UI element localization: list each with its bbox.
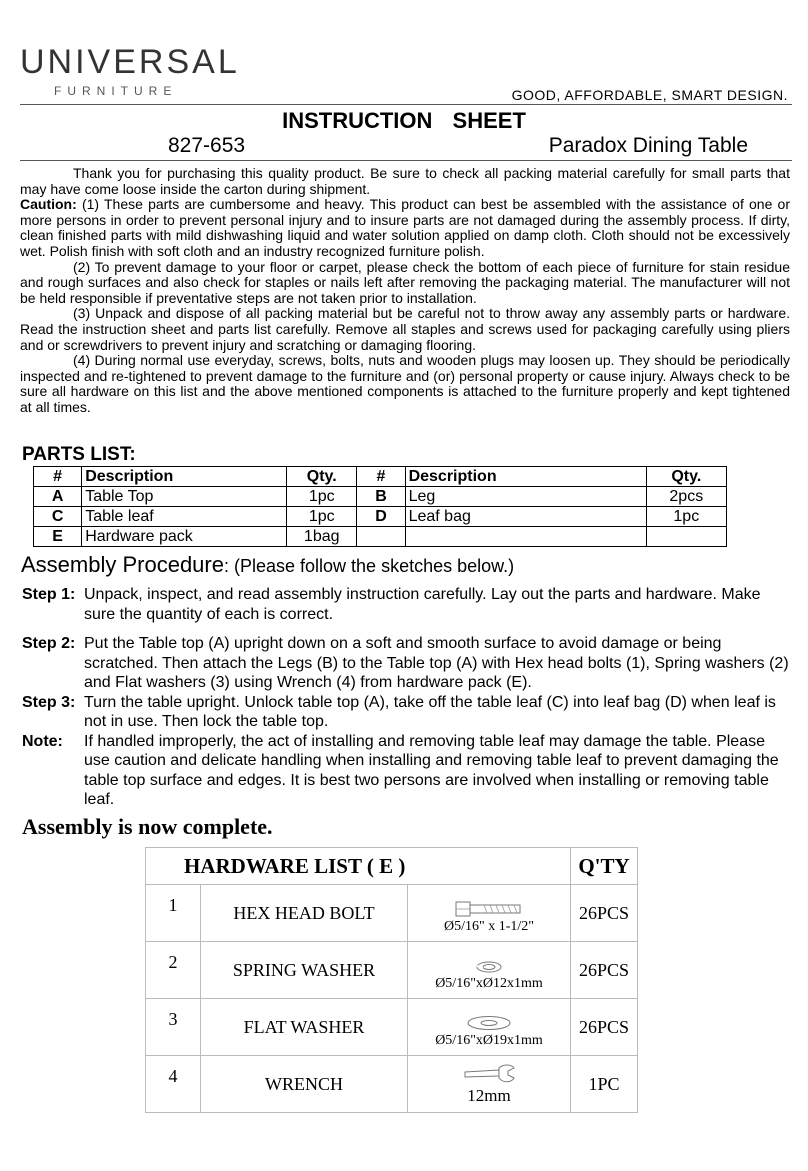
part-qty: [646, 527, 726, 547]
hw-spec: 12mm: [467, 1086, 511, 1105]
flat-washer-icon: [465, 1015, 513, 1031]
table-row: [146, 999, 638, 1056]
hw-qty: 1PC: [571, 1056, 638, 1113]
part-qty: 2pcs: [646, 487, 726, 507]
hardware-header-row: [146, 848, 638, 885]
step-label: Note:: [22, 732, 63, 750]
step-label: Step 3:: [22, 693, 76, 711]
caution-text: (1) These parts are cumbersome and heavy. This product can best be assembled with the assistance of one or more persons in order to prevent personal injury and to insure parts are not damaged during the assembly process. If dirty, clean finished parts with mild dishwashing liquid and water solution applied on damp cloth. Cloth should not be excessively wet. Polish finish with soft cloth and an industry recognized furniture polish.: [20, 196, 790, 259]
hw-qty: 26PCS: [571, 942, 638, 999]
hw-name: FLAT WASHER: [201, 999, 408, 1056]
part-qty: 1pc: [287, 487, 357, 507]
product-name: Paradox Dining Table: [548, 134, 748, 157]
part-qty: 1pc: [646, 507, 726, 527]
step-item: [22, 585, 792, 624]
col-header: #: [34, 467, 82, 487]
hw-name: HEX HEAD BOLT: [201, 885, 408, 942]
part-desc: Hardware pack: [82, 527, 287, 547]
model-number: 827-653: [168, 134, 246, 157]
part-id: [357, 527, 405, 547]
step-label: Step 2:: [22, 635, 76, 652]
part-id: E: [34, 527, 82, 547]
intro-paragraph: (2) To prevent damage to your floor or carpet, please check the bottom of each piece of furniture for stain residue and rough surfaces and also check for staples or nails left after removing the packaging material. The manufacturer will not be held responsible if preventative steps are not taken prior to installation.: [20, 258, 790, 306]
step-label: Step 1:: [22, 586, 76, 603]
spring-washer-icon: [474, 960, 504, 974]
hw-drawing: [408, 885, 571, 942]
hw-qty: 26PCS: [571, 999, 638, 1056]
step-text: Put the Table top (A) upright down on a soft and smooth surface to avoid damage or being scratched. Then attach the Legs (B) to the Table top (A) with Hex head bolts (1), Spring washers (2) and Flat washers (3) using Wrench (4) from hardware pack (E).: [84, 635, 789, 691]
assembly-title: Assembly Procedure: [21, 552, 224, 577]
hw-qty: 26PCS: [571, 885, 638, 942]
col-header: Description: [82, 467, 287, 487]
step-item: [22, 634, 792, 693]
table-row: [146, 1056, 638, 1113]
part-desc: Leaf bag: [405, 507, 646, 527]
step-text: If handled improperly, the act of installing and removing table leaf may damage the table. Please use caution and delicate handling when installing and removing table leaf to prevent damaging the table top surface and edges. It is best two persons are involved when installing or removing table leaf.: [84, 732, 779, 808]
hw-spec: Ø5/16"xØ12x1mm: [435, 976, 543, 991]
part-desc: Leg: [405, 487, 646, 507]
col-header: Qty.: [287, 467, 357, 487]
table-row: [146, 885, 638, 942]
hw-spec: Ø5/16"xØ19x1mm: [435, 1033, 543, 1048]
step-item: [22, 693, 792, 732]
wrench-icon: [461, 1064, 517, 1084]
tagline: GOOD, AFFORDABLE, SMART DESIGN.: [511, 87, 788, 103]
part-id: A: [34, 487, 82, 507]
parts-header-row: [34, 467, 727, 487]
intro-paragraph: (3) Unpack and dispose of all packing material but be careful not to throw away any assembly parts or hardware. Read the instruction sheet and parts list carefully. Remove all staples and screws used for packaging carefully using pliers and or screwdrivers to prevent injury and scratching or damaging flooring.: [20, 305, 790, 353]
hw-drawing: [408, 999, 571, 1056]
intro-paragraph: (4) During normal use everyday, screws, bolts, nuts and wooden plugs may loosen up. They should be periodically inspected and re-tightened to prevent damage to the furniture and (or) personal property or cause injury. Always check to be sure all hardware on this list and the above mentioned components is attached to the furniture properly and kept tightened at all times.: [20, 352, 790, 415]
assembly-subtitle: : (Please follow the sketches below.): [223, 556, 515, 576]
table-row: [34, 487, 727, 507]
caution-paragraph: [20, 197, 790, 259]
assembly-complete: Assembly is now complete.: [22, 814, 273, 839]
divider: [20, 160, 792, 161]
part-id: D: [357, 507, 405, 527]
brand-sub: FURNITURE: [54, 84, 178, 98]
parts-list-title: PARTS LIST:: [22, 444, 136, 465]
hw-spec: Ø5/16" x 1-1/2": [444, 919, 534, 934]
part-desc: [405, 527, 646, 547]
intro-text: [20, 166, 790, 416]
hex-bolt-icon: [454, 901, 524, 917]
divider: [20, 104, 792, 105]
part-id: C: [34, 507, 82, 527]
step-item: [22, 732, 792, 810]
assembly-steps: [22, 585, 792, 810]
step-text: Unpack, inspect, and read assembly instruction carefully. Lay out the parts and hardware. Make sure the quantity of each is correct.: [84, 586, 761, 623]
hardware-table: [145, 847, 638, 1113]
page-title: INSTRUCTION SHEET: [282, 108, 526, 133]
hardware-title: HARDWARE LIST ( E ): [146, 848, 571, 885]
table-row: [34, 507, 727, 527]
table-row: [146, 942, 638, 999]
table-row: [34, 527, 727, 547]
step-text: Turn the table upright. Unlock table top (A), take off the table leaf (C) into leaf bag (D) when leaf is not in use. Then lock the table top.: [84, 693, 776, 730]
parts-table: [33, 466, 727, 547]
brand-logo: UNIVERSAL: [20, 43, 240, 81]
hw-num: 1: [146, 885, 201, 942]
hw-num: 2: [146, 942, 201, 999]
caution-label: Caution:: [20, 196, 77, 213]
hw-drawing: [408, 942, 571, 999]
col-header: #: [357, 467, 405, 487]
part-desc: Table leaf: [82, 507, 287, 527]
part-desc: Table Top: [82, 487, 287, 507]
intro-paragraph: Thank you for purchasing this quality product. Be sure to check all packing material carefully for small parts that may have come loose inside the carton during shipment.: [20, 165, 790, 197]
assembly-heading: [21, 552, 514, 578]
hw-num: 4: [146, 1056, 201, 1113]
hw-name: SPRING WASHER: [201, 942, 408, 999]
part-qty: 1bag: [287, 527, 357, 547]
col-header: Description: [405, 467, 646, 487]
col-header: Qty.: [646, 467, 726, 487]
qty-header: Q'TY: [571, 848, 638, 885]
part-qty: 1pc: [287, 507, 357, 527]
hw-num: 3: [146, 999, 201, 1056]
hw-name: WRENCH: [201, 1056, 408, 1113]
part-id: B: [357, 487, 405, 507]
hw-drawing: [408, 1056, 571, 1113]
